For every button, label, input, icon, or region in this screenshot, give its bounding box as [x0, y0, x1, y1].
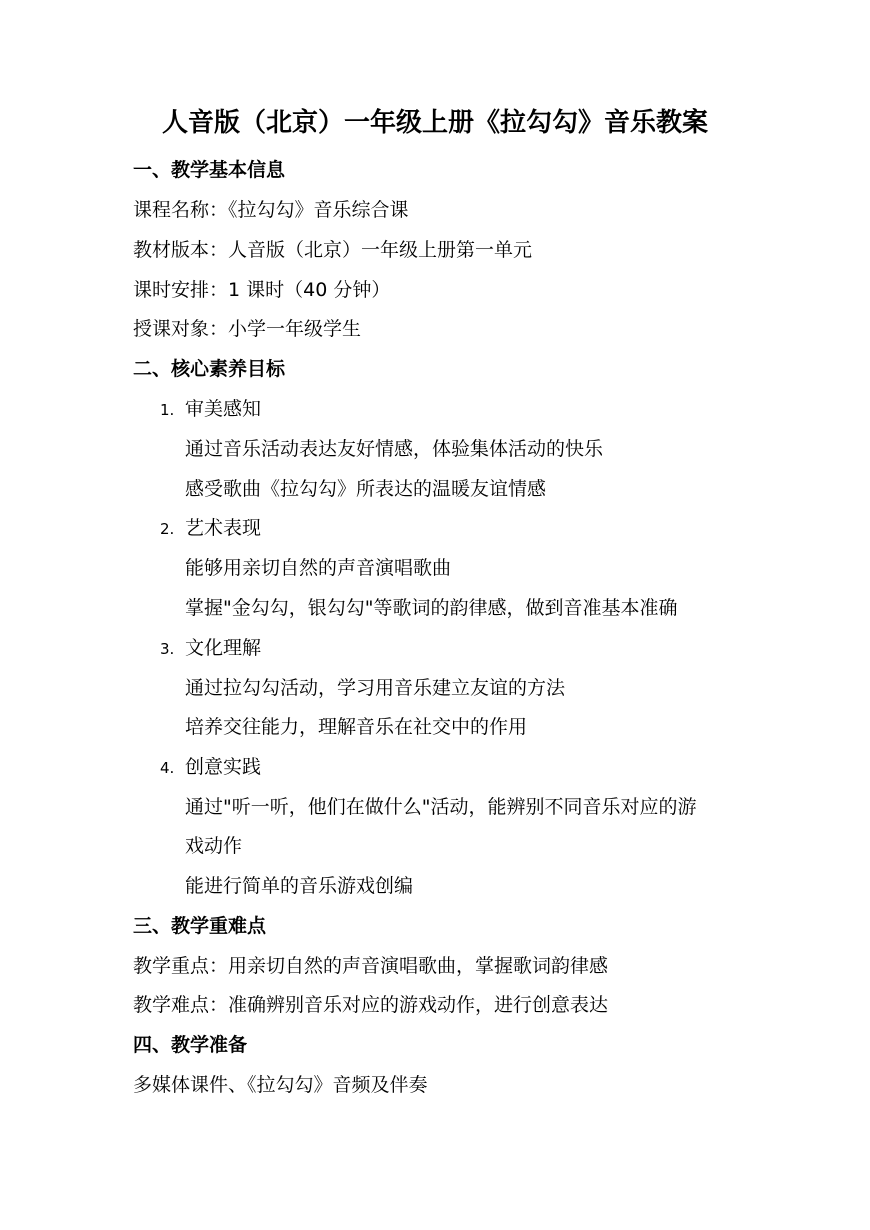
goal-detail: 培养交往能力，理解音乐在社交中的作用 [185, 716, 528, 738]
goal-number: 1. [160, 401, 175, 419]
goal-title-cultural: 文化理解 [185, 637, 262, 659]
document-title: 人音版（北京）一年级上册《拉勾勾》音乐教案 [161, 108, 708, 138]
goal-detail: 感受歌曲《拉勾勾》所表达的温暖友谊情感 [185, 478, 547, 500]
goal-title-artistic: 艺术表现 [185, 517, 262, 539]
section-heading-basic-info: 一、教学基本信息 [133, 159, 286, 181]
info-audience: 授课对象：小学一年级学生 [133, 318, 362, 340]
goal-title-aesthetic: 审美感知 [185, 398, 262, 420]
goal-title-creative: 创意实践 [185, 756, 262, 778]
goal-detail: 掌握"金勾勾，银勾勾"等歌词的韵律感，做到音准基本准确 [185, 597, 678, 619]
goal-number: 2. [160, 520, 175, 538]
info-textbook-version: 教材版本：人音版（北京）一年级上册第一单元 [133, 239, 533, 261]
goal-detail: 能够用亲切自然的声音演唱歌曲 [185, 557, 452, 579]
info-class-hours: 课时安排：1 课时（40 分钟） [133, 279, 391, 301]
key-point: 教学重点：用亲切自然的声音演唱歌曲，掌握歌词韵律感 [133, 955, 609, 977]
section-heading-key-points: 三、教学重难点 [133, 915, 267, 937]
goal-number: 3. [160, 640, 175, 658]
section-heading-preparation: 四、教学准备 [133, 1034, 248, 1056]
goal-detail: 通过音乐活动表达友好情感，体验集体活动的快乐 [185, 438, 604, 460]
goal-detail: 戏动作 [185, 835, 243, 857]
goal-number: 4. [160, 759, 175, 777]
section-heading-core-goals: 二、核心素养目标 [133, 358, 286, 380]
preparation-materials: 多媒体课件、《拉勾勾》音频及伴奏 [133, 1074, 428, 1096]
info-course-name: 课程名称：《拉勾勾》音乐综合课 [133, 199, 409, 221]
goal-detail: 能进行简单的音乐游戏创编 [185, 875, 414, 897]
goal-detail: 通过拉勾勾活动，学习用音乐建立友谊的方法 [185, 677, 566, 699]
difficult-point: 教学难点：准确辨别音乐对应的游戏动作，进行创意表达 [133, 994, 609, 1016]
goal-detail: 通过"听一听，他们在做什么"活动，能辨别不同音乐对应的游 [185, 796, 697, 818]
